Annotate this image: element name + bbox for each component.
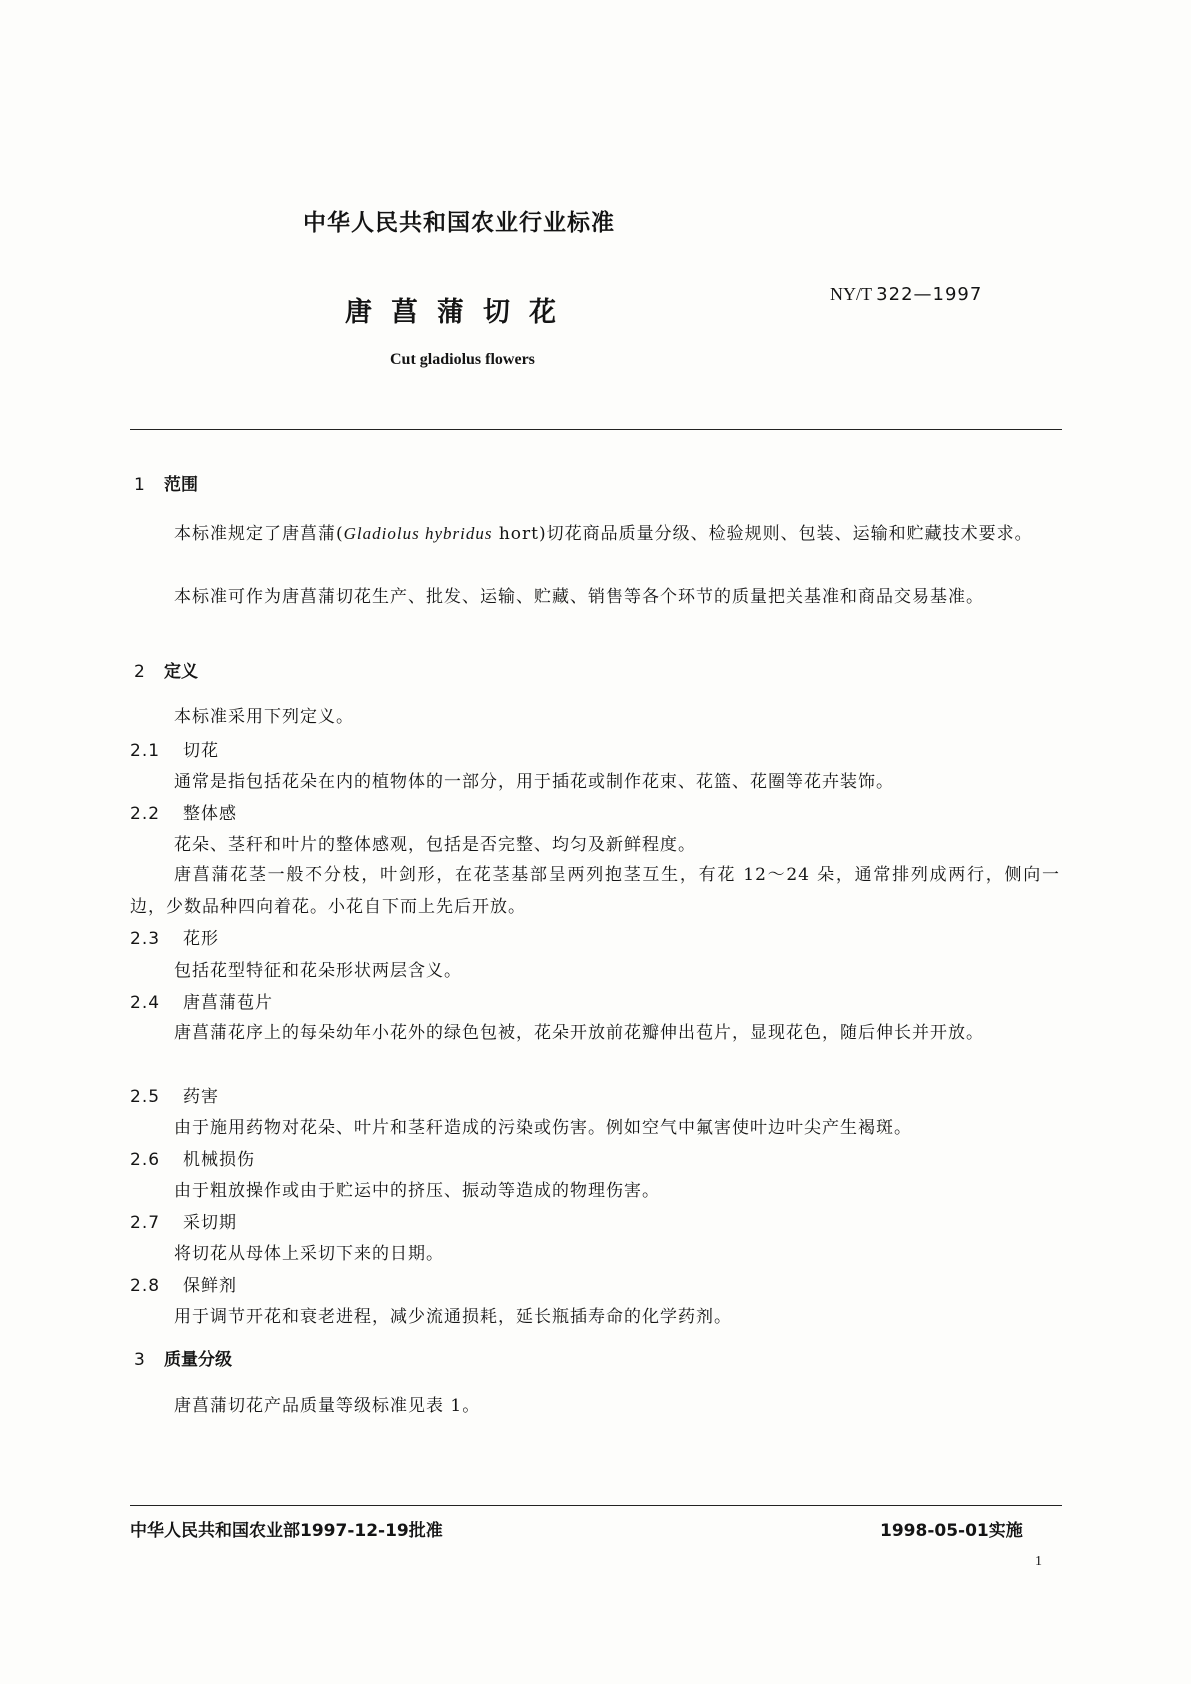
section-2-heading: 2 定义 [134,662,198,682]
approval-date: 中华人民共和国农业部1997-12-19批准 [130,1521,443,1541]
standard-number-value: 322—1997 [876,284,983,305]
definition-text-continued: 唐菖蒲花茎一般不分枝，叶剑形，在花茎基部呈两列抱茎互生，有花 12～24 朵，通常排列成两行，侧向一边，少数品种四向着花。小花自下而上先后开放。 [130,865,1060,917]
header-divider [130,429,1062,430]
definition-term: 2.5 药害 [130,1087,219,1107]
footer-divider [130,1505,1062,1506]
definition-term: 2.3 花形 [130,929,219,949]
section-3-paragraph-1: 唐菖蒲切花产品质量等级标准见表 1。 [174,1396,481,1416]
definition-term: 2.7 采切期 [130,1213,237,1233]
definition-term: 2.8 保鲜剂 [130,1276,237,1296]
definition-term: 2.6 机械损伤 [130,1150,255,1170]
definition-text: 包括花型特征和花朵形状两层含义。 [174,961,462,981]
standard-category: 中华人民共和国农业行业标准 [303,210,615,236]
definition-text: 花朵、茎秆和叶片的整体感观，包括是否完整、均匀及新鲜程度。 [174,835,696,855]
page-title: 唐菖蒲切花 [345,297,575,328]
standard-number [830,284,982,305]
definition-text: 用于调节开花和衰老进程，减少流通损耗，延长瓶插寿命的化学药剂。 [174,1307,732,1327]
section-3-heading: 3 质量分级 [134,1350,232,1370]
english-subtitle: Cut gladiolus flowers [390,351,535,368]
definition-text: 由于施用药物对花朵、叶片和茎秆造成的污染或伤害。例如空气中氟害使叶边叶尖产生褐斑。 [174,1118,912,1138]
definition-text: 由于粗放操作或由于贮运中的挤压、振动等造成的物理伤害。 [174,1181,660,1201]
section-2-intro: 本标准采用下列定义。 [174,707,354,727]
section-1-heading: 1 范围 [134,475,198,495]
standard-number-prefix: NY/T [830,284,872,304]
definition-term: 2.2 整体感 [130,804,237,824]
definition-term: 2.1 切花 [130,741,219,761]
definition-term: 2.4 唐菖蒲苞片 [130,993,273,1013]
definition-text: 唐菖蒲花序上的每朵幼年小花外的绿色包被，花朵开放前花瓣伸出苞片，显现花色，随后伸长并开放。 [174,1023,984,1043]
section-1-paragraph-1: 本标准规定了唐菖蒲(Gladiolus hybridus hort)切花商品质量分级、检验规则、包装、运输和贮藏技术要求。 [174,524,1033,544]
implementation-date: 1998-05-01实施 [880,1521,1023,1541]
page-number: 1 [1035,1554,1042,1569]
definition-text: 将切花从母体上采切下来的日期。 [174,1244,444,1264]
section-1-paragraph-2: 本标准可作为唐菖蒲切花生产、批发、运输、贮藏、销售等各个环节的质量把关基准和商品交易基准。 [174,587,984,607]
definition-text: 通常是指包括花朵在内的植物体的一部分，用于插花或制作花束、花篮、花圈等花卉装饰。 [174,772,894,792]
